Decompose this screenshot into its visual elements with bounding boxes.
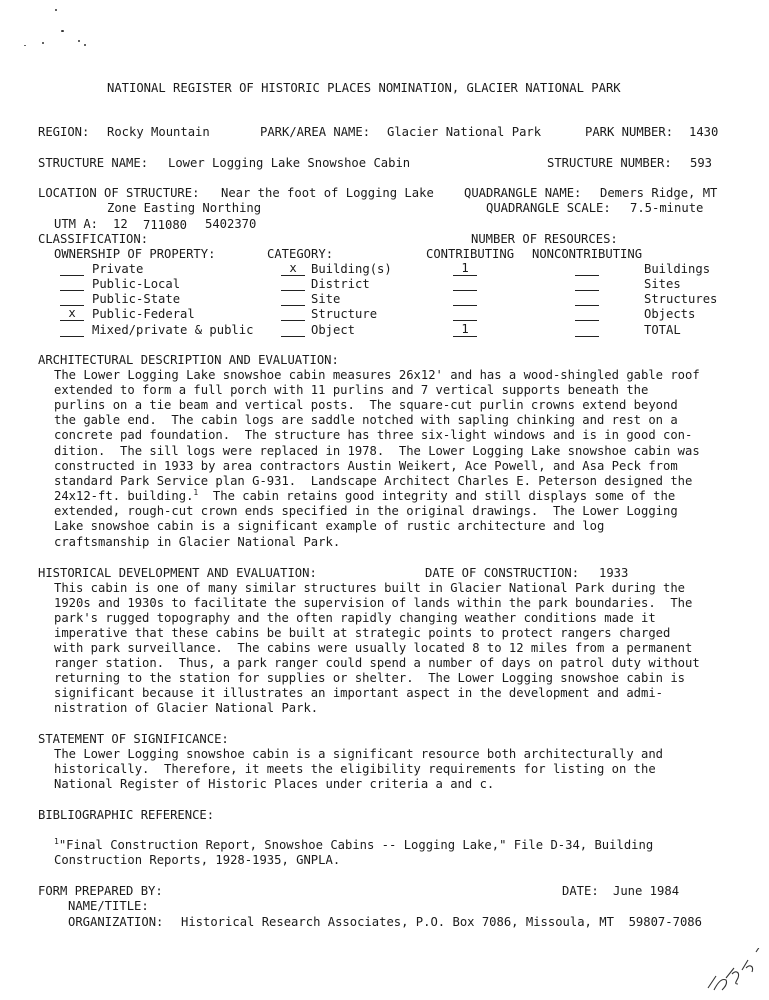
construction-date-value: 1933	[599, 566, 629, 580]
ownership-checkbox	[60, 262, 84, 276]
category-option: District	[311, 277, 370, 291]
ownership-option: Private	[92, 262, 144, 276]
ownership-checkbox	[60, 323, 84, 337]
form-date-value: June 1984	[613, 884, 680, 898]
form-title: NATIONAL REGISTER OF HISTORIC PLACES NOMINATION, GLACIER NATIONAL PARK	[107, 81, 621, 95]
utm-zone-heading: Zone Easting Northing	[107, 201, 262, 215]
significance-line: historically. Therefore, it meets the eligibility requirements for listing on the	[54, 762, 656, 776]
noncontributing-label: NONCONTRIBUTING	[532, 247, 643, 261]
contributing-count: 1	[453, 323, 477, 337]
structure-number-label: STRUCTURE NUMBER:	[547, 156, 672, 170]
bibliography-entry-continued: Construction Reports, 1928-1935, GNPLA.	[54, 853, 341, 867]
resource-type: Objects	[644, 307, 696, 321]
scan-speck	[61, 30, 64, 32]
resource-type: TOTAL	[644, 323, 681, 337]
architectural-line: Lake snowshoe cabin is a significant example of rustic architecture and log	[54, 519, 605, 533]
architectural-line: constructed in 1933 by area contractors Austin Weikert, Ace Powell, and Asa Peck from	[54, 459, 678, 473]
noncontributing-count	[575, 262, 599, 276]
ownership-option: Mixed/private & public	[92, 323, 254, 337]
significance-line: National Register of Historic Places under criteria a and c.	[54, 777, 495, 791]
structure-name-label: STRUCTURE NAME:	[38, 156, 149, 170]
resources-label: NUMBER OF RESOURCES:	[471, 232, 618, 246]
bibliography-text: "Final Construction Report, Snowshoe Cabins -- Logging Lake," File D-34, Building	[58, 838, 654, 852]
architectural-line: standard Park Service plan G-931. Landscape Architect Charles E. Peterson designed the	[54, 474, 693, 488]
utm-label: UTM A:	[54, 217, 99, 231]
ownership-checkbox	[60, 277, 84, 291]
contributing-label: CONTRIBUTING	[426, 247, 515, 261]
category-checkbox	[281, 323, 305, 337]
category-option: Object	[311, 323, 356, 337]
architectural-line: extended to form a full porch with 11 purlins and 7 vertical supports beneath the	[54, 383, 649, 397]
category-label: CATEGORY:	[267, 247, 334, 261]
region-value: Rocky Mountain	[107, 125, 210, 139]
architectural-line: craftsmanship in Glacier National Park.	[54, 535, 341, 549]
architectural-line-footnoted	[54, 489, 675, 504]
name-title-label: NAME/TITLE:	[68, 899, 149, 913]
architectural-line: extended, rough-cut crown ends specified in the original drawings. The Lower Logging	[54, 504, 678, 518]
category-checkbox	[281, 292, 305, 306]
park-number-value: 1430	[689, 125, 719, 139]
historical-heading: HISTORICAL DEVELOPMENT AND EVALUATION:	[38, 566, 317, 580]
ownership-checkbox: x	[60, 307, 84, 321]
noncontributing-count	[575, 292, 599, 306]
historical-line: with park surveillance. The cabins were usually located 8 to 12 miles from a permanent	[54, 641, 693, 655]
architectural-line: purlins on a tie beam and vertical posts. The square-cut purlin crowns extend beyond	[54, 398, 678, 412]
resource-type: Structures	[644, 292, 718, 306]
category-option: Site	[311, 292, 341, 306]
park-area-value: Glacier National Park	[387, 125, 542, 139]
historical-line: significant because it illustrates an important aspect in the development and admi-	[54, 686, 664, 700]
significance-heading: STATEMENT OF SIGNIFICANCE:	[38, 732, 229, 746]
contributing-count	[453, 307, 477, 321]
architectural-text: The cabin retains good integrity and still displays some of the	[198, 489, 676, 503]
historical-line: nistration of Glacier National Park.	[54, 701, 319, 715]
form-prepared-label: FORM PREPARED BY:	[38, 884, 163, 898]
handwritten-date-annotation	[704, 948, 766, 996]
utm-easting: 711080	[143, 218, 188, 232]
resource-type: Sites	[644, 277, 681, 291]
classification-label: CLASSIFICATION:	[38, 232, 149, 246]
category-checkbox	[281, 277, 305, 291]
ownership-checkbox	[60, 292, 84, 306]
park-area-label: PARK/AREA NAME:	[260, 125, 371, 139]
footnote-marker: 1	[193, 488, 199, 497]
quadrangle-label: QUADRANGLE NAME:	[464, 186, 582, 200]
noncontributing-count	[575, 307, 599, 321]
historical-line: imperative that these cabins be built at strategic points to protect rangers charged	[54, 626, 671, 640]
scan-speck	[42, 42, 44, 44]
architectural-text: 24x12-ft. building.	[54, 489, 194, 503]
category-checkbox	[281, 307, 305, 321]
scan-speck	[78, 40, 80, 42]
historical-line: returning to the station for supplies or shelter. The Lower Logging snowshoe cabin is	[54, 671, 686, 685]
architectural-line: the gable end. The cabin logs are saddle notched with sapling chinking and rest on a	[54, 413, 678, 427]
scan-speck	[55, 9, 57, 11]
ownership-option: Public-Federal	[92, 307, 195, 321]
location-value: Near the foot of Logging Lake	[221, 186, 434, 200]
architectural-heading: ARCHITECTURAL DESCRIPTION AND EVALUATION:	[38, 353, 339, 367]
historical-line: ranger station. Thus, a park ranger could spend a number of days on patrol duty without	[54, 656, 700, 670]
category-option: Structure	[311, 307, 378, 321]
category-option: Building(s)	[311, 262, 392, 276]
organization-value: Historical Research Associates, P.O. Box 7086, Missoula, MT 59807-7086	[181, 915, 702, 929]
utm-zone: 12	[113, 217, 128, 231]
architectural-line: concrete pad foundation. The structure has three six-light windows and is in good con-	[54, 428, 693, 442]
ownership-option: Public-State	[92, 292, 181, 306]
noncontributing-count	[575, 277, 599, 291]
contributing-count: 1	[453, 262, 477, 276]
form-date-label: DATE:	[562, 884, 599, 898]
contributing-count	[453, 277, 477, 291]
footnote-marker: 1	[54, 837, 59, 846]
historical-line: park's rugged topography and the often rapidly changing weather conditions made it	[54, 611, 656, 625]
utm-northing: 5402370	[205, 217, 257, 231]
park-number-label: PARK NUMBER:	[585, 125, 674, 139]
noncontributing-count	[575, 323, 599, 337]
significance-line: The Lower Logging snowshoe cabin is a significant resource both architecturally and	[54, 747, 664, 761]
contributing-count	[453, 292, 477, 306]
construction-date-label: DATE OF CONSTRUCTION:	[425, 566, 580, 580]
ownership-label: OWNERSHIP OF PROPERTY:	[54, 247, 216, 261]
architectural-line: The Lower Logging Lake snowshoe cabin measures 26x12' and has a wood-shingled gable roof	[54, 368, 700, 382]
ownership-option: Public-Local	[92, 277, 181, 291]
structure-number-value: 593	[690, 156, 713, 170]
location-label: LOCATION OF STRUCTURE:	[38, 186, 200, 200]
architectural-line: dition. The sill logs were replaced in 1978. The Lower Logging Lake snowshoe cabin was	[54, 444, 700, 458]
region-label: REGION:	[38, 125, 90, 139]
scan-speck	[84, 44, 86, 46]
structure-name-value: Lower Logging Lake Snowshoe Cabin	[168, 156, 411, 170]
organization-label: ORGANIZATION:	[68, 915, 164, 929]
bibliography-heading: BIBLIOGRAPHIC REFERENCE:	[38, 808, 215, 822]
quadrangle-scale-label: QUADRANGLE SCALE:	[486, 201, 611, 215]
historical-line: 1920s and 1930s to facilitate the supervision of lands within the park boundaries. The	[54, 596, 693, 610]
historical-line: This cabin is one of many similar structures built in Glacier National Park during the	[54, 581, 686, 595]
quadrangle-scale-value: 7.5-minute	[630, 201, 704, 215]
bibliography-entry	[54, 838, 653, 853]
resource-type: Buildings	[644, 262, 711, 276]
scan-speck	[24, 45, 26, 46]
quadrangle-value: Demers Ridge, MT	[600, 186, 718, 200]
category-checkbox: x	[281, 262, 305, 276]
